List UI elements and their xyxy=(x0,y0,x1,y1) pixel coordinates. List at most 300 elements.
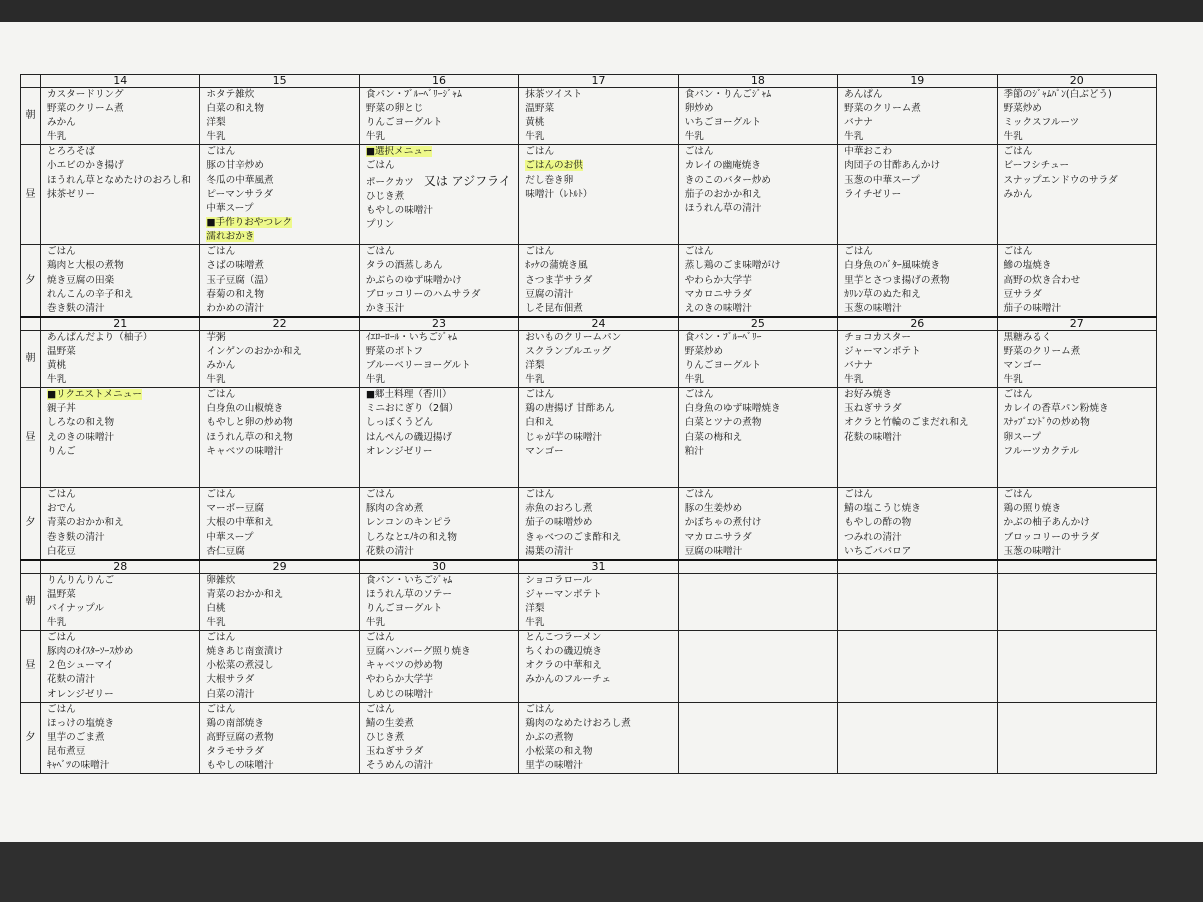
menu-item xyxy=(47,259,199,273)
menu-item-text: 白菜の清汁 xyxy=(206,688,255,700)
menu-cell xyxy=(838,145,997,245)
menu-item-text: かぶらのゆず味噌かけ xyxy=(365,274,462,286)
menu-item xyxy=(206,673,358,687)
menu-item-text: ライチゼリー xyxy=(844,188,902,200)
menu-item-text: おいものクリームパン xyxy=(525,331,622,343)
menu-item-text: ほっけの塩焼き xyxy=(47,717,115,729)
menu-item-text: マーボー豆腐 xyxy=(206,503,264,515)
menu-item xyxy=(1004,431,1156,445)
breakfast-label: 朝 xyxy=(21,88,41,145)
menu-item-text: お好み焼き xyxy=(844,389,893,401)
menu-item xyxy=(366,159,518,173)
menu-cell xyxy=(838,488,997,560)
menu-item xyxy=(525,345,677,359)
menu-item-text: しろなの和え物 xyxy=(47,417,115,429)
menu-item xyxy=(525,388,677,402)
menu-item xyxy=(844,431,996,445)
menu-item xyxy=(366,302,518,316)
menu-item-text: 青菜のおかか和え xyxy=(47,517,124,529)
menu-item xyxy=(525,431,677,445)
menu-item xyxy=(685,174,837,188)
menu-item xyxy=(525,703,677,717)
menu-item xyxy=(844,274,996,288)
menu-item xyxy=(844,345,996,359)
menu-item xyxy=(206,88,358,102)
menu-item-text: 鯖の生姜煮 xyxy=(365,717,414,729)
menu-item-text: ごはんのお供 xyxy=(525,160,583,172)
date-header xyxy=(678,560,837,574)
menu-cell xyxy=(838,631,997,702)
menu-item-text: 玉ねぎサラダ xyxy=(844,403,902,415)
menu-cell xyxy=(519,330,678,387)
menu-cell xyxy=(678,245,837,317)
menu-item-text: 洋梨 xyxy=(525,360,545,372)
menu-item-text: 蒸し鶏のごま味噌がけ xyxy=(684,260,781,272)
date-header: 31 xyxy=(519,560,678,574)
corner-cell xyxy=(21,317,41,331)
menu-item xyxy=(366,488,518,502)
menu-item xyxy=(525,174,677,188)
menu-item-text: 野菜のクリーム煮 xyxy=(844,103,921,115)
menu-item xyxy=(525,659,677,673)
date-header: 16 xyxy=(359,75,518,88)
menu-item-text: 花麩の味噌汁 xyxy=(844,431,902,443)
lunch-label: 昼 xyxy=(21,145,41,245)
menu-item-text: ごはん xyxy=(206,703,236,715)
menu-item-text: 食パン・りんごｼﾞｬﾑ xyxy=(684,89,772,100)
menu-cell xyxy=(41,388,200,488)
menu-item xyxy=(844,531,996,545)
menu-item xyxy=(47,174,199,188)
menu-item-text: ピーマンサラダ xyxy=(206,188,274,200)
menu-item-text: プリン xyxy=(365,218,395,230)
menu-item xyxy=(525,288,677,302)
menu-item-text: しろなとｴﾉｷの和え物 xyxy=(365,531,457,543)
menu-item-text: 野菜炒め xyxy=(684,345,724,357)
menu-item-text: じゃが芋の味噌汁 xyxy=(525,431,603,443)
menu-item-text: しっぽくうどん xyxy=(365,417,433,429)
menu-item-text: ジャーマンポテト xyxy=(844,345,921,357)
menu-cell xyxy=(678,631,837,702)
menu-item xyxy=(844,259,996,273)
menu-item-text: りんりんりんご xyxy=(47,574,115,586)
menu-item-text: ごはん xyxy=(206,389,236,401)
menu-item xyxy=(685,88,837,102)
menu-item-text: マカロニサラダ xyxy=(684,288,752,300)
menu-item xyxy=(525,416,677,430)
menu-item xyxy=(685,245,837,259)
menu-item-text: 鶏肉のなめたけおろし煮 xyxy=(525,717,631,729)
menu-item-text: ミックスフルーツ xyxy=(1003,117,1080,129)
menu-item xyxy=(525,516,677,530)
menu-item xyxy=(1004,259,1156,273)
corner-cell xyxy=(21,75,41,88)
menu-item xyxy=(844,359,996,373)
menu-item-text: 牛乳 xyxy=(47,131,67,143)
menu-item xyxy=(366,731,518,745)
menu-item-text: りんごヨーグルト xyxy=(684,360,762,372)
menu-item-text: 温野菜 xyxy=(47,345,76,357)
date-header: 29 xyxy=(200,560,359,574)
menu-item xyxy=(47,445,199,459)
menu-item-text: もやしの味噌汁 xyxy=(206,759,274,771)
menu-item xyxy=(206,659,358,673)
menu-item-text: 鰺の塩焼き xyxy=(1003,260,1052,272)
menu-item xyxy=(525,116,677,130)
menu-item-text: 牛乳 xyxy=(206,131,226,143)
menu-item xyxy=(685,416,837,430)
menu-cell xyxy=(359,245,518,317)
date-header: 23 xyxy=(359,317,518,331)
menu-item xyxy=(685,274,837,288)
menu-item-text: ごはん xyxy=(684,389,714,401)
lunch-row xyxy=(21,631,1157,702)
menu-item-text: 粕汁 xyxy=(684,445,704,457)
menu-item xyxy=(1004,302,1156,316)
menu-item-text: ごはん xyxy=(1003,246,1033,258)
menu-item-text: 花麩の清汁 xyxy=(365,545,414,557)
menu-item xyxy=(366,703,518,717)
menu-item-text: 牛乳 xyxy=(206,374,226,386)
menu-item xyxy=(366,688,518,702)
menu-item xyxy=(1004,388,1156,402)
breakfast-row xyxy=(21,573,1157,630)
menu-item xyxy=(366,645,518,659)
menu-item xyxy=(1004,545,1156,559)
menu-cell xyxy=(41,245,200,317)
menu-item xyxy=(525,259,677,273)
menu-item-text: 黒糖みるく xyxy=(1003,331,1052,343)
menu-cell xyxy=(200,245,359,317)
menu-item-text: 杏仁豆腐 xyxy=(206,545,245,557)
menu-cell xyxy=(997,573,1156,630)
menu-cell xyxy=(41,488,200,560)
menu-item-text: 白身魚のゆず味噌焼き xyxy=(684,403,781,415)
menu-item xyxy=(206,502,358,516)
menu-item-text: 牛乳 xyxy=(47,617,67,629)
menu-item xyxy=(685,431,837,445)
menu-item-text: 卵スープ xyxy=(1003,431,1041,443)
menu-item xyxy=(206,116,358,130)
menu-item-text: とんこつラーメン xyxy=(525,632,602,644)
menu-item-text: ごはん xyxy=(365,632,395,644)
menu-item-text: ごはん xyxy=(844,246,873,258)
menu-item-text: 茄子の味噌炒め xyxy=(525,517,593,529)
menu-item xyxy=(206,388,358,402)
menu-cell xyxy=(200,631,359,702)
menu-item-text: ごはん xyxy=(365,160,395,172)
menu-item xyxy=(366,359,518,373)
menu-item-text: 卵炒め xyxy=(684,103,714,115)
menu-item-text: インゲンのおかか和え xyxy=(206,345,302,357)
menu-item xyxy=(47,602,199,616)
menu-item xyxy=(206,159,358,173)
menu-cell xyxy=(519,702,678,773)
menu-cell xyxy=(838,330,997,387)
menu-item xyxy=(525,502,677,516)
menu-item-text: ごはん xyxy=(525,389,555,401)
menu-cell xyxy=(997,488,1156,560)
menu-item xyxy=(844,102,996,116)
menu-item xyxy=(47,531,199,545)
menu-item xyxy=(47,759,199,773)
menu-item xyxy=(366,204,518,218)
menu-cell xyxy=(838,88,997,145)
menu-item-text: ごはん xyxy=(47,489,76,501)
menu-item-text: マンゴー xyxy=(525,445,564,457)
menu-item xyxy=(366,673,518,687)
breakfast-label: 朝 xyxy=(21,330,41,387)
menu-item xyxy=(844,159,996,173)
menu-item-text: だし巻き卵 xyxy=(525,174,574,186)
menu-item xyxy=(366,759,518,773)
menu-item-text: ホタテ雑炊 xyxy=(206,89,255,100)
lunch-label: 昼 xyxy=(21,388,41,488)
menu-item xyxy=(47,102,199,116)
menu-item-text: 花麩の清汁 xyxy=(47,674,95,686)
menu-item xyxy=(47,331,199,345)
menu-item xyxy=(1004,102,1156,116)
menu-item xyxy=(685,145,837,159)
menu-cell xyxy=(678,88,837,145)
menu-item-text: 牛乳 xyxy=(47,374,67,386)
menu-item xyxy=(685,102,837,116)
menu-item xyxy=(685,445,837,459)
menu-item xyxy=(685,531,837,545)
menu-cell xyxy=(359,631,518,702)
menu-item-text: タラの酒蒸しあん xyxy=(365,260,443,272)
lunch-label: 昼 xyxy=(21,631,41,702)
menu-item xyxy=(525,274,677,288)
menu-item-text: ごはん xyxy=(684,489,714,501)
breakfast-row xyxy=(21,88,1157,145)
menu-item xyxy=(206,531,358,545)
menu-item xyxy=(206,759,358,773)
menu-item-text: そうめんの清汁 xyxy=(365,759,433,771)
menu-item-text: ごはん xyxy=(844,489,873,501)
menu-item-text: ブロッコリーのハムサラダ xyxy=(365,288,481,300)
menu-item xyxy=(366,717,518,731)
menu-item xyxy=(525,602,677,616)
menu-item xyxy=(844,373,996,387)
menu-item xyxy=(206,545,358,559)
menu-item xyxy=(1004,502,1156,516)
menu-cell xyxy=(200,88,359,145)
menu-item xyxy=(47,88,199,102)
menu-item-text: ごはん xyxy=(206,146,236,158)
menu-item xyxy=(47,717,199,731)
menu-item xyxy=(685,373,837,387)
menu-item xyxy=(206,402,358,416)
menu-item xyxy=(685,188,837,202)
menu-item-text: ごはん xyxy=(206,489,236,501)
menu-item xyxy=(366,616,518,630)
menu-item-text: 春菊の和え物 xyxy=(206,288,264,300)
menu-item xyxy=(47,416,199,430)
menu-item-text: 豚肉の含め煮 xyxy=(365,503,424,515)
menu-item xyxy=(366,388,518,402)
menu-item-text: 牛乳 xyxy=(365,131,386,143)
menu-item-text: かぼちゃの煮付け xyxy=(684,517,762,529)
paper-sheet xyxy=(0,22,1203,902)
menu-item xyxy=(206,145,358,159)
menu-item xyxy=(844,545,996,559)
menu-cell xyxy=(519,245,678,317)
dinner-row xyxy=(21,245,1157,317)
menu-item-text: かき玉汁 xyxy=(365,302,405,314)
menu-item xyxy=(525,102,677,116)
date-header: 22 xyxy=(200,317,359,331)
menu-item-text: 鶏肉と大根の煮物 xyxy=(47,260,124,272)
menu-cell xyxy=(519,388,678,488)
menu-item xyxy=(1004,88,1156,102)
menu-item xyxy=(525,331,677,345)
menu-item-text: 青菜のおかか和え xyxy=(206,588,284,600)
menu-item xyxy=(47,502,199,516)
menu-item-text: 焼き豆腐の田楽 xyxy=(47,274,115,286)
menu-item xyxy=(206,574,358,588)
menu-item xyxy=(47,359,199,373)
menu-cell xyxy=(678,573,837,630)
menu-item xyxy=(47,731,199,745)
menu-item-text: ごはん xyxy=(365,489,395,501)
menu-item xyxy=(1004,159,1156,173)
menu-item xyxy=(47,673,199,687)
menu-item-text: 鶏の照り焼き xyxy=(1003,503,1062,515)
menu-item-text: もやしの酢の物 xyxy=(844,517,912,529)
menu-item-text: 豆腐の清汁 xyxy=(525,288,574,300)
menu-item-text: 牛乳 xyxy=(1003,374,1023,386)
menu-item-text: レンコンのキンピラ xyxy=(365,517,452,529)
menu-item-text: 野菜の卵とじ xyxy=(365,103,424,115)
menu-item-text: きのこのバター炒め xyxy=(684,174,772,186)
menu-item-text: さばの味噌煮 xyxy=(206,260,264,272)
menu-item-text: 昆布煮豆 xyxy=(47,745,86,757)
menu-item-text: 肉団子の甘酢あんかけ xyxy=(844,160,941,172)
menu-item-text: ■郷土料理（香川） xyxy=(365,389,452,401)
menu-item-text: 食パン・いちごｼﾞｬﾑ xyxy=(365,574,453,586)
menu-item-text: 豆サラダ xyxy=(1003,288,1042,300)
menu-item xyxy=(844,245,996,259)
menu-item-text: 洋梨 xyxy=(525,602,545,614)
menu-item-text: フルーツカクテル xyxy=(1003,445,1080,457)
menu-item xyxy=(47,688,199,702)
menu-item xyxy=(366,402,518,416)
menu-item xyxy=(47,388,199,402)
menu-item xyxy=(685,402,837,416)
menu-item xyxy=(525,531,677,545)
menu-item xyxy=(206,631,358,645)
menu-item xyxy=(1004,345,1156,359)
menu-item-text: みかん xyxy=(1003,188,1033,200)
menu-item-text: 野菜のクリーム煮 xyxy=(47,103,124,115)
menu-item-text: 牛乳 xyxy=(1003,131,1023,143)
menu-item xyxy=(525,302,677,316)
menu-item xyxy=(1004,416,1156,430)
menu-item xyxy=(47,402,199,416)
menu-item-text: カレイの幽庵焼き xyxy=(684,160,761,172)
menu-item xyxy=(366,130,518,144)
menu-item-text: ｶﾘﾚﾝ草のぬた和え xyxy=(844,288,921,300)
menu-cell xyxy=(838,573,997,630)
menu-item-text: あんぱん xyxy=(844,89,883,100)
menu-item-text: りんご xyxy=(47,445,76,457)
menu-item-text: 里芋のごま煮 xyxy=(47,731,105,743)
date-header: 17 xyxy=(519,75,678,88)
menu-item-text: ほうれん草となめたけのおろし和 xyxy=(47,174,191,186)
menu-item-text: ごはん xyxy=(684,146,714,158)
menu-item xyxy=(47,245,199,259)
menu-item-text: ミニおにぎり（2個） xyxy=(365,403,459,415)
menu-item-text: パイナップル xyxy=(47,602,104,614)
menu-item-text: ■リクエストメニュー xyxy=(47,389,142,401)
menu-cell xyxy=(359,388,518,488)
menu-item xyxy=(1004,516,1156,530)
menu-cell xyxy=(359,330,518,387)
date-header xyxy=(997,560,1156,574)
menu-item xyxy=(1004,488,1156,502)
menu-item-text: 冬瓜の中華風煮 xyxy=(206,174,274,186)
menu-item-text: ごはん xyxy=(525,703,555,715)
menu-item-text: ごはん xyxy=(47,703,76,715)
menu-item-text: 玉子豆腐（温） xyxy=(206,274,274,286)
menu-item-text: 玉葱の味噌汁 xyxy=(1003,545,1062,557)
menu-item xyxy=(685,388,837,402)
menu-item-text: 野菜のクリーム煮 xyxy=(1003,345,1081,357)
menu-cell xyxy=(997,88,1156,145)
menu-item xyxy=(844,331,996,345)
menu-item xyxy=(1004,188,1156,202)
menu-item xyxy=(525,373,677,387)
menu-cell xyxy=(200,330,359,387)
menu-item-text: みかん xyxy=(206,360,236,372)
menu-item-text: カスタードリング xyxy=(47,89,124,100)
menu-item-text: 小松菜の煮浸し xyxy=(206,660,274,672)
menu-cell xyxy=(200,702,359,773)
menu-item-text: ショコラロール xyxy=(525,574,593,586)
menu-item-text: 季節のｼﾞｬﾑﾊﾟﾝ(白ぶどう) xyxy=(1003,89,1112,100)
menu-item-text: 小エビのかき揚げ xyxy=(47,160,124,172)
menu-item-text: りんごヨーグルト xyxy=(365,602,443,614)
menu-item xyxy=(47,116,199,130)
menu-item-text: ｽﾅｯﾌﾟｴﾝﾄﾞｳの炒め物 xyxy=(1003,417,1090,429)
menu-item-text: 豚の生姜炒め xyxy=(684,503,743,515)
menu-item xyxy=(206,703,358,717)
menu-item-text: ジャーマンポテト xyxy=(525,588,602,600)
menu-item xyxy=(844,88,996,102)
menu-item xyxy=(525,545,677,559)
menu-item xyxy=(685,331,837,345)
menu-item xyxy=(366,545,518,559)
menu-item-text: キャベツの味噌汁 xyxy=(206,445,284,457)
menu-item xyxy=(685,288,837,302)
menu-item-text: 牛乳 xyxy=(365,374,386,386)
menu-item-text: 巻き麩の清汁 xyxy=(47,302,105,314)
menu-item xyxy=(206,259,358,273)
menu-item xyxy=(206,230,358,244)
menu-item xyxy=(685,259,837,273)
menu-item-text: 湯葉の清汁 xyxy=(525,545,574,557)
menu-item xyxy=(844,174,996,188)
menu-cell xyxy=(41,573,200,630)
menu-item xyxy=(844,188,996,202)
menu-item-text: 高野の炊き合わせ xyxy=(1003,274,1081,286)
menu-item-text: ごはん xyxy=(525,146,555,158)
menu-item-text: 牛乳 xyxy=(684,131,704,143)
menu-item xyxy=(525,645,677,659)
menu-item xyxy=(844,145,996,159)
menu-item xyxy=(47,645,199,659)
